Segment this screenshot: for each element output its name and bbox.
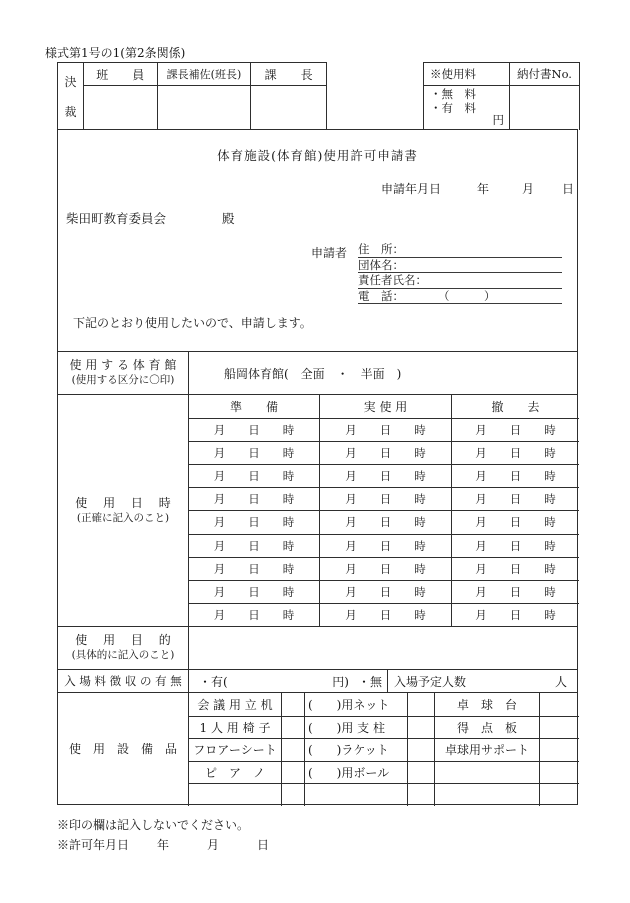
footer-note: ※印の欄は記入しないでください。 bbox=[57, 818, 250, 832]
equipment-qty-cell bbox=[539, 761, 579, 784]
day-unit: 日 bbox=[509, 538, 522, 553]
expected-attendance-label: 入場予定人数 bbox=[394, 674, 467, 689]
day-unit: 日 bbox=[509, 515, 522, 530]
month-label: 月 bbox=[522, 182, 535, 196]
hour-unit: 時 bbox=[414, 584, 426, 599]
admission-paid-option: ・有( bbox=[199, 674, 228, 689]
honorific-label: 殿 bbox=[222, 211, 235, 226]
hour-unit: 時 bbox=[544, 469, 556, 484]
schedule-row bbox=[58, 394, 577, 626]
day-unit: 日 bbox=[248, 561, 260, 576]
equipment-row bbox=[58, 692, 577, 806]
gym-label-line2: (使用する区分に〇印) bbox=[71, 374, 175, 386]
addressee-line bbox=[66, 209, 235, 227]
day-unit: 日 bbox=[509, 607, 522, 622]
schedule-cell-prepare bbox=[189, 418, 319, 441]
approval-header-assistant: 課長補佐(班長) bbox=[158, 63, 251, 86]
equipment-name-cell: ( )ラケット bbox=[304, 738, 407, 761]
hour-unit: 時 bbox=[282, 515, 295, 530]
equipment-qty-cell bbox=[407, 716, 434, 739]
month-unit: 月 bbox=[345, 607, 357, 622]
approval-title-char2: 裁 bbox=[64, 105, 77, 119]
month-unit: 月 bbox=[213, 515, 226, 530]
day-unit: 日 bbox=[379, 561, 392, 576]
permit-date-label: ※許可年月日 bbox=[57, 838, 130, 852]
application-statement: 下記のとおり使用したいので、申請します。 bbox=[73, 316, 312, 330]
admission-row bbox=[58, 669, 577, 692]
month-unit: 月 bbox=[213, 561, 226, 576]
equipment-qty-cell bbox=[539, 783, 579, 806]
equipment-row-label bbox=[58, 693, 189, 806]
day-unit: 日 bbox=[509, 469, 522, 484]
representative-field-label: 責任者氏名： bbox=[358, 273, 427, 288]
hour-unit: 時 bbox=[414, 607, 426, 622]
day-unit: 日 bbox=[248, 446, 260, 461]
hour-unit: 時 bbox=[414, 561, 426, 576]
schedule-cell-actual bbox=[319, 534, 451, 557]
schedule-cell-prepare bbox=[189, 580, 319, 603]
equipment-qty-cell bbox=[281, 738, 304, 761]
equipment-name-cell bbox=[304, 783, 407, 806]
approval-col-manager bbox=[250, 63, 326, 130]
day-label: 日 bbox=[257, 838, 270, 852]
purpose-value-cell bbox=[189, 627, 577, 669]
hour-unit: 時 bbox=[282, 492, 295, 507]
month-unit: 月 bbox=[213, 538, 226, 553]
form-code-note: 様式第1号の1(第2条関係) bbox=[45, 46, 186, 60]
applicant-label: 申請者 bbox=[311, 246, 348, 260]
schedule-header-prepare: 準 備 bbox=[229, 400, 278, 414]
day-unit: 日 bbox=[248, 423, 260, 438]
day-unit: 日 bbox=[248, 538, 260, 553]
schedule-label-line1: 使 用 日 時 bbox=[75, 495, 171, 510]
month-unit: 月 bbox=[213, 469, 226, 484]
equipment-qty-cell bbox=[281, 783, 304, 806]
addressee-name: 柴田町教育委員会 bbox=[66, 211, 167, 226]
fee-column bbox=[424, 63, 509, 130]
equipment-qty-cell bbox=[407, 761, 434, 784]
year-label: 年 bbox=[157, 838, 170, 852]
schedule-cell-prepare bbox=[189, 603, 319, 626]
schedule-cell-prepare bbox=[189, 464, 319, 487]
schedule-row-label bbox=[58, 395, 189, 626]
hour-unit: 時 bbox=[544, 607, 556, 622]
day-unit: 日 bbox=[379, 423, 392, 438]
month-unit: 月 bbox=[475, 446, 487, 461]
equipment-name-cell: ピ ア ノ bbox=[189, 761, 281, 784]
purpose-label-line1: 使 用 目 的 bbox=[75, 633, 171, 647]
month-unit: 月 bbox=[475, 538, 487, 553]
hour-unit: 時 bbox=[544, 423, 556, 438]
equipment-grid bbox=[189, 693, 579, 806]
day-unit: 日 bbox=[509, 561, 522, 576]
purpose-row bbox=[58, 626, 577, 669]
hour-unit: 時 bbox=[414, 515, 426, 530]
approval-header-staff: 班 員 bbox=[84, 63, 157, 86]
day-unit: 日 bbox=[509, 584, 522, 599]
month-unit: 月 bbox=[345, 492, 357, 507]
day-unit: 日 bbox=[379, 607, 392, 622]
hour-unit: 時 bbox=[544, 446, 556, 461]
schedule-cell-removal bbox=[451, 510, 579, 533]
schedule-cell-removal bbox=[451, 557, 579, 580]
equipment-qty-cell bbox=[281, 693, 304, 716]
fee-table bbox=[423, 62, 580, 130]
equipment-name-cell: 会 議 用 立 机 bbox=[197, 697, 273, 712]
day-unit: 日 bbox=[248, 584, 260, 599]
equipment-name-cell: ( )用 支 柱 bbox=[304, 716, 407, 739]
hour-unit: 時 bbox=[544, 561, 556, 576]
phone-paren: （ ） bbox=[438, 288, 496, 303]
admission-yen-close: 円) bbox=[332, 674, 349, 689]
month-unit: 月 bbox=[213, 492, 226, 507]
equipment-label: 使 用 設 備 品 bbox=[68, 742, 177, 756]
main-form-box bbox=[57, 129, 578, 805]
schedule-cell-removal bbox=[451, 534, 579, 557]
fee-header: ※使用料 bbox=[424, 63, 509, 86]
receipt-column bbox=[509, 63, 579, 130]
schedule-header-actual-use: 実 使 用 bbox=[319, 395, 451, 418]
gym-row bbox=[58, 351, 577, 394]
schedule-header-removal: 撤 去 bbox=[451, 395, 579, 418]
hour-unit: 時 bbox=[282, 584, 295, 599]
equipment-name-cell bbox=[434, 783, 539, 806]
phone-field bbox=[358, 289, 562, 305]
schedule-cell-actual bbox=[319, 557, 451, 580]
gym-value-cell bbox=[189, 352, 401, 394]
gym-value: 船岡体育館( 全面 ・ 半面 ) bbox=[224, 366, 402, 381]
day-unit: 日 bbox=[248, 607, 260, 622]
purpose-row-label bbox=[58, 627, 189, 669]
approval-col-assistant bbox=[157, 63, 251, 130]
month-unit: 月 bbox=[475, 515, 487, 530]
schedule-label-line2: (正確に記入のこと) bbox=[76, 511, 170, 524]
admission-choice-cell bbox=[189, 670, 387, 692]
equipment-name-cell bbox=[434, 761, 539, 784]
month-unit: 月 bbox=[345, 469, 357, 484]
application-date-label: 申請年月日 bbox=[381, 182, 442, 196]
receipt-header: 納付書No. bbox=[510, 63, 579, 86]
schedule-grid bbox=[189, 395, 579, 626]
hour-unit: 時 bbox=[544, 538, 556, 553]
schedule-cell-actual bbox=[319, 603, 451, 626]
applicant-fields bbox=[358, 242, 562, 304]
hour-unit: 時 bbox=[282, 538, 295, 553]
month-unit: 月 bbox=[475, 561, 487, 576]
equipment-qty-cell bbox=[407, 693, 434, 716]
admission-free-option: ・無 bbox=[357, 674, 382, 689]
equipment-qty-cell bbox=[281, 716, 304, 739]
year-label: 年 bbox=[477, 182, 490, 196]
month-unit: 月 bbox=[475, 584, 487, 599]
schedule-cell-prepare bbox=[189, 441, 319, 464]
hour-unit: 時 bbox=[414, 469, 426, 484]
month-unit: 月 bbox=[475, 492, 487, 507]
equipment-name-cell: 卓球用サポート bbox=[434, 738, 539, 761]
approval-stamp-cell-staff bbox=[84, 86, 157, 130]
equipment-name-cell: 卓 球 台 bbox=[434, 693, 539, 716]
equipment-name-cell bbox=[189, 783, 281, 806]
schedule-cell-removal bbox=[451, 418, 579, 441]
day-unit: 日 bbox=[379, 492, 392, 507]
month-unit: 月 bbox=[345, 561, 357, 576]
equipment-qty-cell bbox=[407, 783, 434, 806]
day-label: 日 bbox=[562, 182, 575, 196]
month-label: 月 bbox=[207, 838, 220, 852]
application-date-line bbox=[381, 180, 574, 197]
schedule-cell-removal bbox=[451, 603, 579, 626]
month-unit: 月 bbox=[213, 423, 226, 438]
day-unit: 日 bbox=[379, 584, 392, 599]
day-unit: 日 bbox=[379, 469, 392, 484]
phone-field-label: 電 話： bbox=[358, 288, 404, 303]
approval-title-char1: 決 bbox=[64, 75, 77, 89]
schedule-cell-prepare bbox=[189, 557, 319, 580]
day-unit: 日 bbox=[248, 515, 260, 530]
equipment-qty-cell bbox=[281, 761, 304, 784]
month-unit: 月 bbox=[475, 469, 487, 484]
schedule-cell-removal bbox=[451, 487, 579, 510]
schedule-cell-prepare bbox=[189, 534, 319, 557]
month-unit: 月 bbox=[475, 607, 487, 622]
approval-col-staff bbox=[83, 63, 157, 130]
approval-header-manager: 課 長 bbox=[251, 63, 326, 86]
schedule-cell-removal bbox=[451, 464, 579, 487]
day-unit: 日 bbox=[248, 469, 260, 484]
group-name-field bbox=[358, 258, 562, 274]
hour-unit: 時 bbox=[282, 561, 295, 576]
equipment-qty-cell bbox=[539, 716, 579, 739]
approval-stamp-cell-assistant bbox=[158, 86, 251, 130]
hour-unit: 時 bbox=[414, 446, 426, 461]
permit-date-note bbox=[57, 836, 269, 853]
admission-row-label bbox=[58, 670, 189, 692]
hour-unit: 時 bbox=[544, 492, 556, 507]
schedule-cell-removal bbox=[451, 580, 579, 603]
schedule-cell-prepare bbox=[189, 487, 319, 510]
hour-unit: 時 bbox=[414, 492, 426, 507]
month-unit: 月 bbox=[345, 584, 357, 599]
receipt-cell bbox=[510, 86, 579, 130]
hour-unit: 時 bbox=[282, 469, 295, 484]
day-unit: 日 bbox=[509, 423, 522, 438]
schedule-cell-prepare bbox=[189, 510, 319, 533]
representative-field bbox=[358, 273, 562, 289]
day-unit: 日 bbox=[379, 446, 392, 461]
gym-row-label bbox=[58, 352, 189, 394]
day-unit: 日 bbox=[379, 538, 392, 553]
group-name-field-label: 団体名： bbox=[358, 257, 404, 272]
month-unit: 月 bbox=[213, 607, 226, 622]
schedule-cell-removal bbox=[451, 441, 579, 464]
month-unit: 月 bbox=[475, 423, 487, 438]
purpose-label-line2: (具体的に記入のこと) bbox=[71, 649, 175, 661]
admission-label: 入 場 料 徴 収 の 有 無 bbox=[64, 673, 182, 688]
hour-unit: 時 bbox=[544, 584, 556, 599]
address-field-label: 住 所： bbox=[358, 242, 404, 256]
schedule-cell-actual bbox=[319, 487, 451, 510]
month-unit: 月 bbox=[345, 515, 357, 530]
approval-stamp-cell-manager bbox=[251, 86, 326, 130]
month-unit: 月 bbox=[345, 538, 357, 553]
schedule-cell-actual bbox=[319, 441, 451, 464]
expected-attendance-unit: 人 bbox=[554, 674, 567, 689]
schedule-cell-actual bbox=[319, 580, 451, 603]
fee-options bbox=[424, 86, 509, 130]
fee-option-paid: ・有 料 bbox=[430, 100, 476, 115]
equipment-qty-cell bbox=[539, 738, 579, 761]
hour-unit: 時 bbox=[282, 446, 295, 461]
hour-unit: 時 bbox=[282, 423, 295, 438]
schedule-cell-actual bbox=[319, 464, 451, 487]
schedule-cell-actual bbox=[319, 510, 451, 533]
document-title: 体育施設(体育館)使用許可申請書 bbox=[217, 148, 418, 163]
month-unit: 月 bbox=[213, 584, 226, 599]
fee-option-free: ・無 料 bbox=[430, 87, 476, 101]
schedule-cell-actual bbox=[319, 418, 451, 441]
day-unit: 日 bbox=[248, 492, 260, 507]
hour-unit: 時 bbox=[414, 423, 426, 438]
equipment-name-cell: ( )用ネット bbox=[304, 693, 407, 716]
month-unit: 月 bbox=[213, 446, 226, 461]
approval-title bbox=[58, 63, 83, 130]
month-unit: 月 bbox=[345, 423, 357, 438]
day-unit: 日 bbox=[379, 515, 392, 530]
day-unit: 日 bbox=[509, 446, 522, 461]
equipment-name-cell: 1 人 用 椅 子 bbox=[189, 716, 281, 739]
expected-attendance-cell bbox=[387, 670, 577, 692]
hour-unit: 時 bbox=[414, 538, 426, 553]
gym-label-line1: 使 用 す る 体 育 館 bbox=[69, 358, 177, 372]
address-field bbox=[358, 242, 562, 258]
equipment-name-cell: 得 点 板 bbox=[434, 716, 539, 739]
day-unit: 日 bbox=[509, 492, 522, 507]
equipment-qty-cell bbox=[407, 738, 434, 761]
month-unit: 月 bbox=[345, 446, 357, 461]
equipment-qty-cell bbox=[539, 693, 579, 716]
fee-yen-label: 円 bbox=[492, 113, 504, 127]
equipment-name-cell: ( )用ボール bbox=[304, 761, 407, 784]
approval-table bbox=[57, 62, 327, 130]
hour-unit: 時 bbox=[282, 607, 295, 622]
hour-unit: 時 bbox=[544, 515, 556, 530]
equipment-name-cell: フロアーシート bbox=[189, 738, 281, 761]
